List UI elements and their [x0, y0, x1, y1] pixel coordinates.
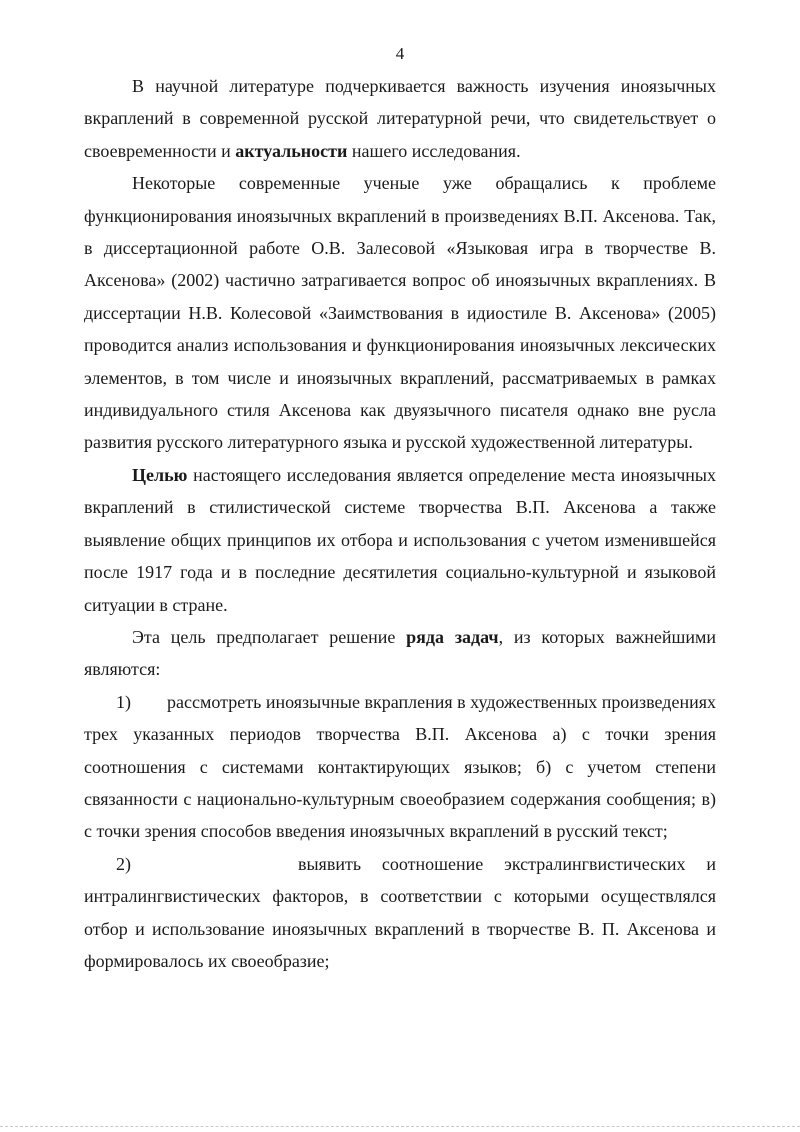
task-number: 2): [116, 853, 131, 874]
task-item-1: [84, 686, 716, 848]
body-text: [84, 70, 716, 977]
emphasis-actuality: актуальности: [235, 140, 348, 161]
paragraph-relevance: [84, 70, 716, 167]
task-item-2: [84, 848, 716, 978]
paragraph-relevance-text-before: В научной литературе подчеркивается важность изучения иноязычных вкраплений в современной русской литературной речи, что свидетельствует о своевременности и: [84, 76, 716, 161]
paragraph-goal-text: настоящего исследования является определение места иноязычных вкраплений в стилистической системе творчества В.П. Аксенова а также выявление общих принципов их отбора и использования с учетом изменившейся после 1917 года и в последние десятилетия социально-культурной и языковой ситуации в стране.: [84, 464, 716, 615]
page-bottom-edge: [0, 1126, 800, 1127]
paragraph-prior-research: Некоторые современные ученые уже обращались к проблеме функционирования иноязычных вкраплений в произведениях В.П. Аксенова. Так, в диссертационной работе О.В. Залесовой «Языковая игра в творчестве В. Аксенова» (2002) частично затрагивается вопрос об иноязычных вкраплениях. В диссертации Н.В. Колесовой «Заимствования в идиостиле В. Аксенова» (2005) проводится анализ использования и функционирования иноязычных лексических элементов, в том числе и иноязычных вкраплений, рассматриваемых в рамках индивидуального стиля Аксенова как двуязычного писателя однако вне русла развития русского литературного языка и русской художественной литературы.: [84, 173, 716, 453]
emphasis-tasks: ряда задач: [406, 626, 499, 647]
task-text: рассмотреть иноязычные вкрапления в художественных произведениях трех указанных периодов творчества В.П. Аксенова а) с точки зрения соотношения с системами контактирующих языков; б) с учетом степени связанности с национально-культурным своеобразием содержания сообщения; в) с точки зрения способов введения иноязычных вкраплений в русский текст;: [84, 691, 717, 842]
paragraph-relevance-text-after: нашего исследования.: [347, 140, 521, 161]
paragraph-goal: [84, 459, 716, 621]
paragraph-tasks-intro: [84, 621, 716, 686]
paragraph-tasks-intro-after: , из которых важнейшими являются:: [84, 626, 716, 680]
paragraph-tasks-intro-before: Эта цель предполагает решение: [132, 626, 407, 647]
task-text: выявить соотношение экстралингвистических и интралингвистических факторов, в соответствии с которыми осуществлялся отбор и использование иноязычных вкраплений в творчестве В. П. Аксенова и формировалось их своеобразие;: [84, 853, 717, 971]
task-number: 1): [116, 691, 131, 712]
page-number: 4: [395, 44, 405, 63]
emphasis-goal: Целью: [132, 464, 188, 485]
